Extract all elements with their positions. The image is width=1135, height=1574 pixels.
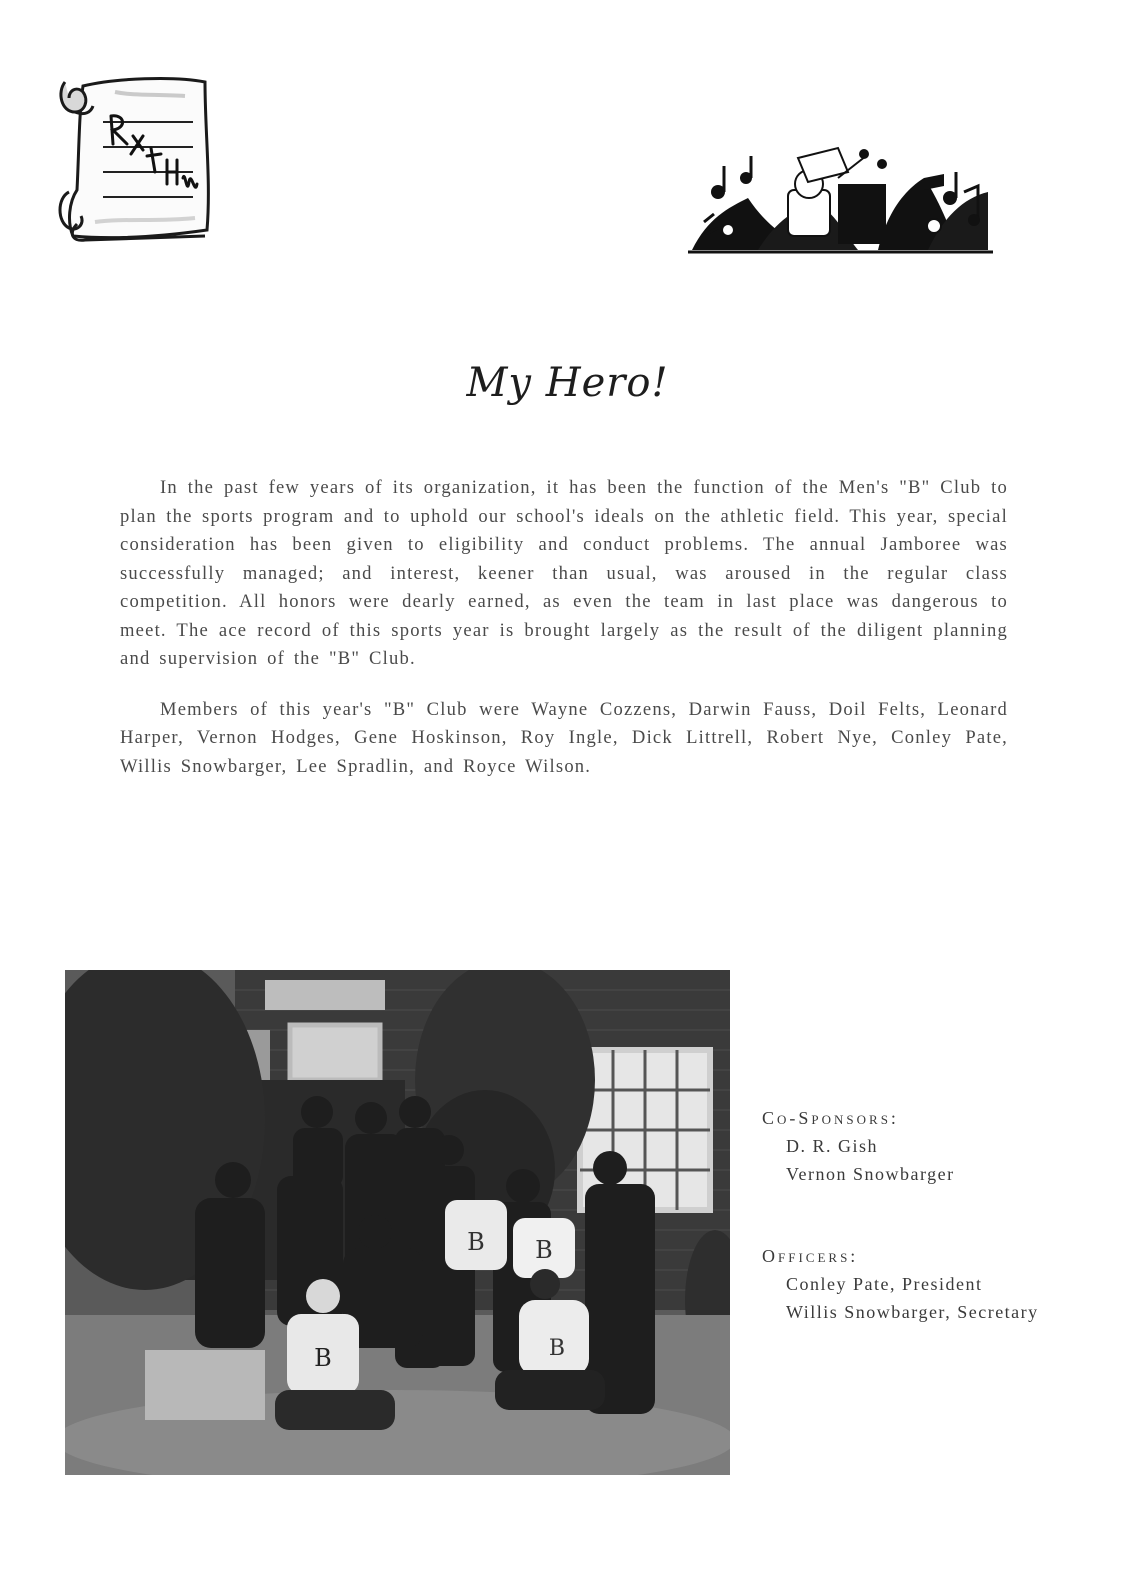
svg-text:B: B: [535, 1236, 553, 1264]
members-paragraph: Members of this year's "B" Club were Wayne Cozzens, Darwin Fauss, Doil Felts, Leonard Harper, Vernon Hodges, Gene Hoskinson, Roy Ingle, Dick Littrell, Robert Nye, Conley Pate, Willis Snowbarger, Lee Spradlin, and Royce Wilson.: [120, 698, 1008, 777]
cosponsors-heading: Co-Sponsors:: [762, 1108, 899, 1128]
club-officers-list: [762, 1104, 1062, 1326]
officer-entry: Conley Pate, President: [786, 1274, 983, 1294]
officers-heading: Officers:: [762, 1246, 859, 1266]
officer-entry: Willis Snowbarger, Secretary: [786, 1302, 1039, 1322]
intro-paragraph: In the past few years of its organization, it has been the function of the Men's "B" Club to plan the sports program and to uphold our school's ideals on the athletic field. This year, special consideration has been given to eligibility and conduct problems. The annual Jamboree was successfully managed; and interest, keener than usual, was aroused in the regular class competition. All honors were dearly earned, as even the team in last place was dangerous to meet. The ace record of this sports year is brought largely as the result of the diligent planning and supervision of the "B" Club.: [120, 477, 1008, 669]
svg-text:B: B: [467, 1228, 485, 1256]
cosponsor-name: D. R. Gish: [786, 1136, 879, 1156]
article-body: [120, 474, 1008, 781]
svg-text:B: B: [314, 1344, 332, 1372]
rhythm-scroll-icon: [55, 72, 220, 247]
conductor-music-notes-icon: [688, 138, 993, 256]
page-title: My Hero!: [466, 360, 669, 406]
b-club-group-photo: [65, 970, 730, 1475]
cosponsor-name: Vernon Snowbarger: [786, 1164, 955, 1184]
svg-text:B: B: [548, 1336, 566, 1361]
